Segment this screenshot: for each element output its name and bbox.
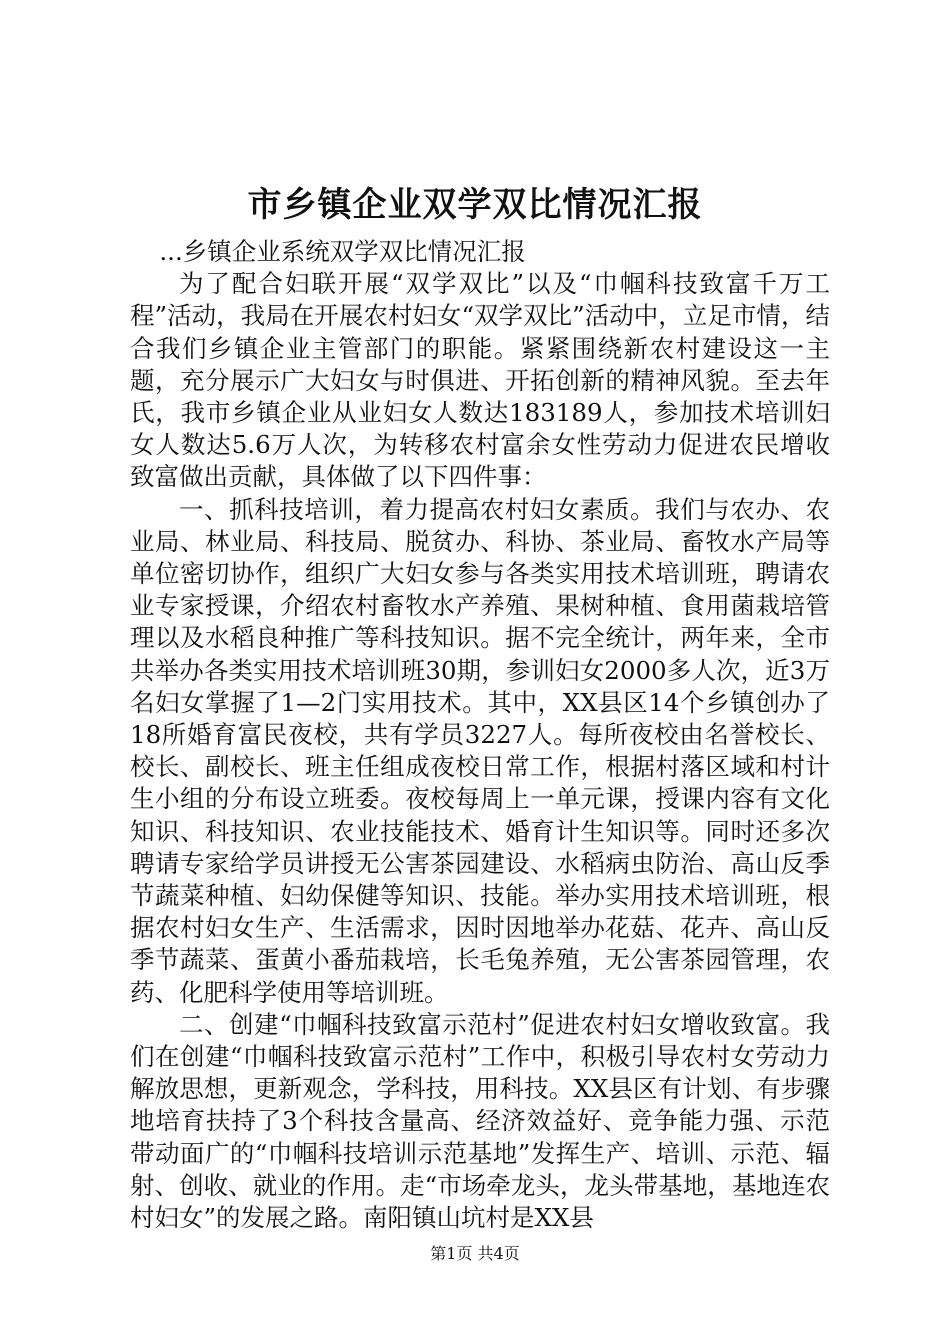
document-title: 市乡镇企业双学双比情况汇报 xyxy=(247,185,703,225)
intro-paragraph: 为了配合妇联开展“双学双比”以及“巾帼科技致富千万工程”活动，我局在开展农村妇女“双学双比”活动中，立足市情，结合我们乡镇企业主管部门的职能。紧紧围绕新农村建设这一主题，充分展示广大妇女与时俱进、开拓创新的精神风貌。至去年氏，我市乡镇企业从业妇女人数达183189人，参加技术培训妇女人数达5.6万人次，为转移农村富余女性劳动力促进农民增收致富做出贡献，具体做了以下四件事： xyxy=(130,269,830,492)
subtitle-paragraph: ...乡镇企业系统双学双比情况汇报 xyxy=(159,237,526,266)
page-number-footer: 第1页 共4页 xyxy=(430,1244,520,1263)
section-one-paragraph: 一、抓科技培训，着力提高农村妇女素质。我们与农办、农业局、林业局、科技局、脱贫办、科协、茶业局、畜牧水产局等单位密切协作，组织广大妇女参与各类实用技术培训班，聘请农业专家授课，介绍农村畜牧水产养殖、果树种植、食用菌栽培管理以及水稻良种推广等科技知识。据不完全统计，两年来，全市共举办各类实用技术培训班30期，参训妇女2000多人次，近3万名妇女掌握了1—2门实用技术。其中，XX县区14个乡镇创办了18所婚育富民夜校，共有学员3227人。每所夜校由名誉校长、校长、副校长、班主任组成夜校日常工作，根据村落区域和村计生小组的分布设立班委。夜校每周上一单元课，授课内容有文化知识、科技知识、农业技能技术、婚育计生知识等。同时还多次聘请专家给学员讲授无公害茶园建设、水稻病虫防治、高山反季节蔬菜种植、妇幼保健等知识、技能。举办实用技术培训班，根据农村妇女生产、生活需求，因时因地举办花菇、花卉、高山反季节蔬菜、蛋黄小番茄栽培，长毛兔养殖，无公害茶园管理，农药、化肥科学使用等培训班。 xyxy=(130,494,830,1007)
section-two-paragraph: 二、创建“巾帼科技致富示范村”促进农村妇女增收致富。我们在创建“巾帼科技致富示范村”工作中，积极引导农村女劳动力解放思想，更新观念，学科技，用科技。XX县区有计划、有步骤地培育扶持了3个科技含量高、经济效益好、竞争能力强、示范带动面广的“巾帼科技培训示范基地”发挥生产、培训、示范、辐射、创收、就业的作用。走“市场牵龙头，龙头带基地，基地连农村妇女”的发展之路。南阳镇山坑村是XX县 xyxy=(130,1009,830,1233)
document-body xyxy=(130,236,830,1234)
